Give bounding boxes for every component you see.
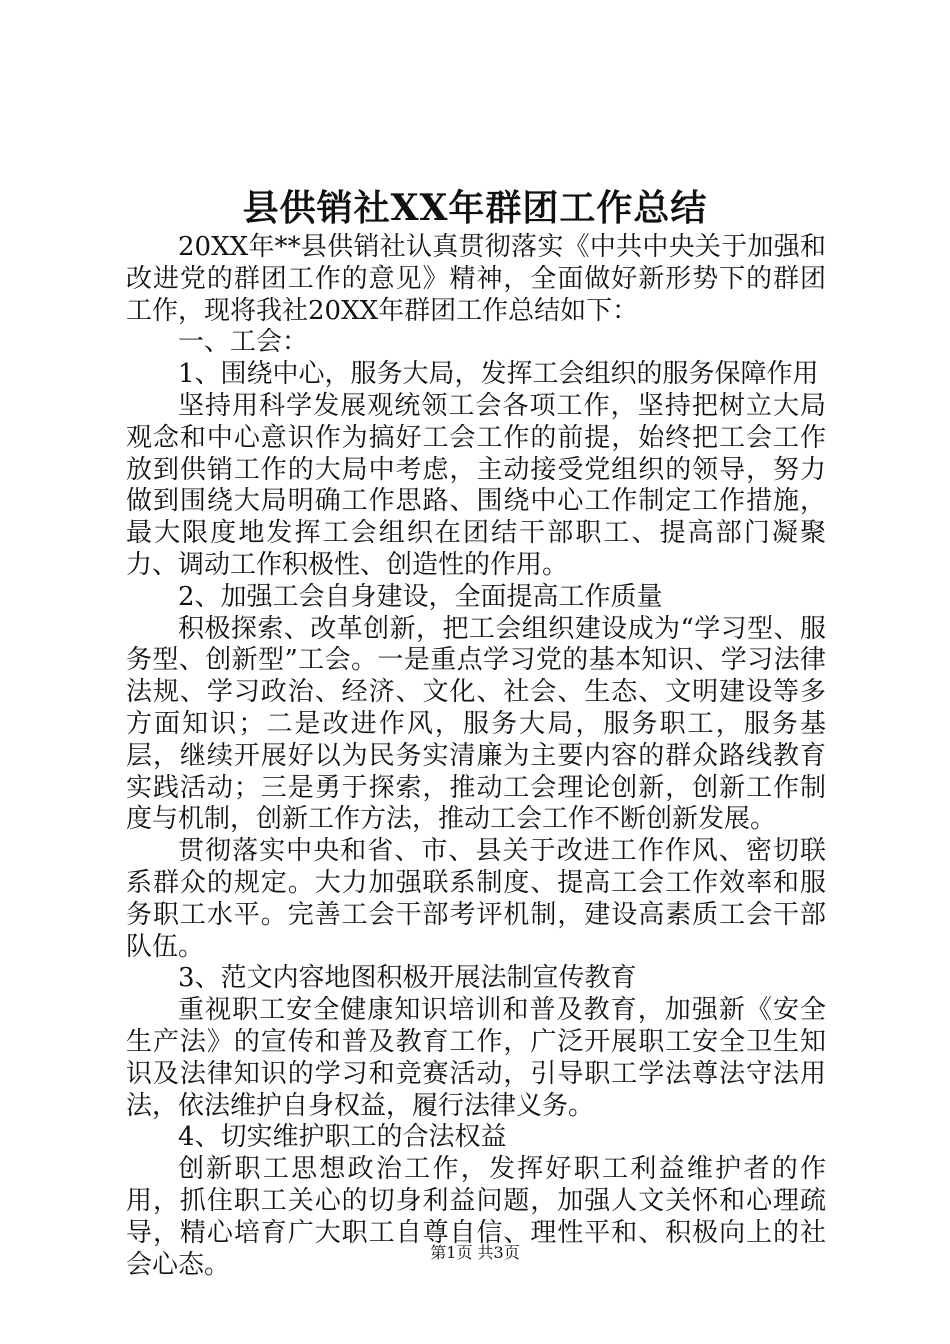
paragraph-4: 重视职工安全健康知识培训和普及教育，加强新《安全生产法》的宣传和普及教育工作，广泛开展职工安全卫生知识及法律知识的学习和竞赛活动，引导职工学法尊法守法用法，依法维护自身权益，履行法律义务。 bbox=[126, 995, 826, 1121]
subheading-2: 2、加强工会自身建设，全面提高工作质量 bbox=[178, 581, 663, 612]
document-body bbox=[126, 232, 826, 1281]
paragraph-1: 坚持用科学发展观统领工会各项工作，坚持把树立大局观念和中心意识作为搞好工会工作的前提，始终把工会工作放到供销工作的大局中考虑，主动接受党组织的领导，努力做到围绕大局明确工作思路、围绕中心工作制定工作措施，最大限度地发挥工会组织在团结干部职工、提高部门凝聚力、调动工作积极性、创造性的作用。 bbox=[126, 390, 826, 580]
intro-paragraph: 20XX年**县供销社认真贯彻落实《中共中央关于加强和改进党的群团工作的意见》精神，全面做好新形势下的群团工作，现将我社20XX年群团工作总结如下： bbox=[126, 232, 826, 326]
subheading-3: 3、范文内容地图积极开展法制宣传教育 bbox=[178, 963, 637, 994]
document-title: 县供销社XX年群团工作总结 bbox=[242, 187, 708, 229]
section-heading-union: 一、工会： bbox=[178, 327, 309, 358]
subheading-1: 1、围绕中心，服务大局，发挥工会组织的服务保障作用 bbox=[178, 359, 819, 390]
paragraph-2: 积极探索、改革创新，把工会组织建设成为“学习型、服务型、创新型”工会。一是重点学习党的基本知识、学习法律法规、学习政治、经济、文化、社会、生态、文明建设等多方面知识；二是改进作风，服务大局，服务职工，服务基层，继续开展好以为民务实清廉为主要内容的群众路线教育实践活动；三是勇于探索，推动工会理论创新，创新工作制度与机制，创新工作方法，推动工会工作不断创新发展。 bbox=[126, 613, 826, 835]
paragraph-3: 贯彻落实中央和省、市、县关于改进工作作风、密切联系群众的规定。大力加强联系制度、提高工会工作效率和服务职工水平。完善工会干部考评机制，建设高素质工会干部队伍。 bbox=[126, 836, 826, 962]
subheading-4: 4、切实维护职工的合法权益 bbox=[178, 1122, 507, 1153]
page-footer: 第1页 共3页 bbox=[430, 1243, 520, 1262]
paragraph-5: 创新职工思想政治工作，发挥好职工利益维护者的作用，抓住职工关心的切身利益问题，加强人文关怀和心理疏导，精心培育广大职工自尊自信、理性平和、积极向上的社会心态。 bbox=[126, 1154, 826, 1280]
